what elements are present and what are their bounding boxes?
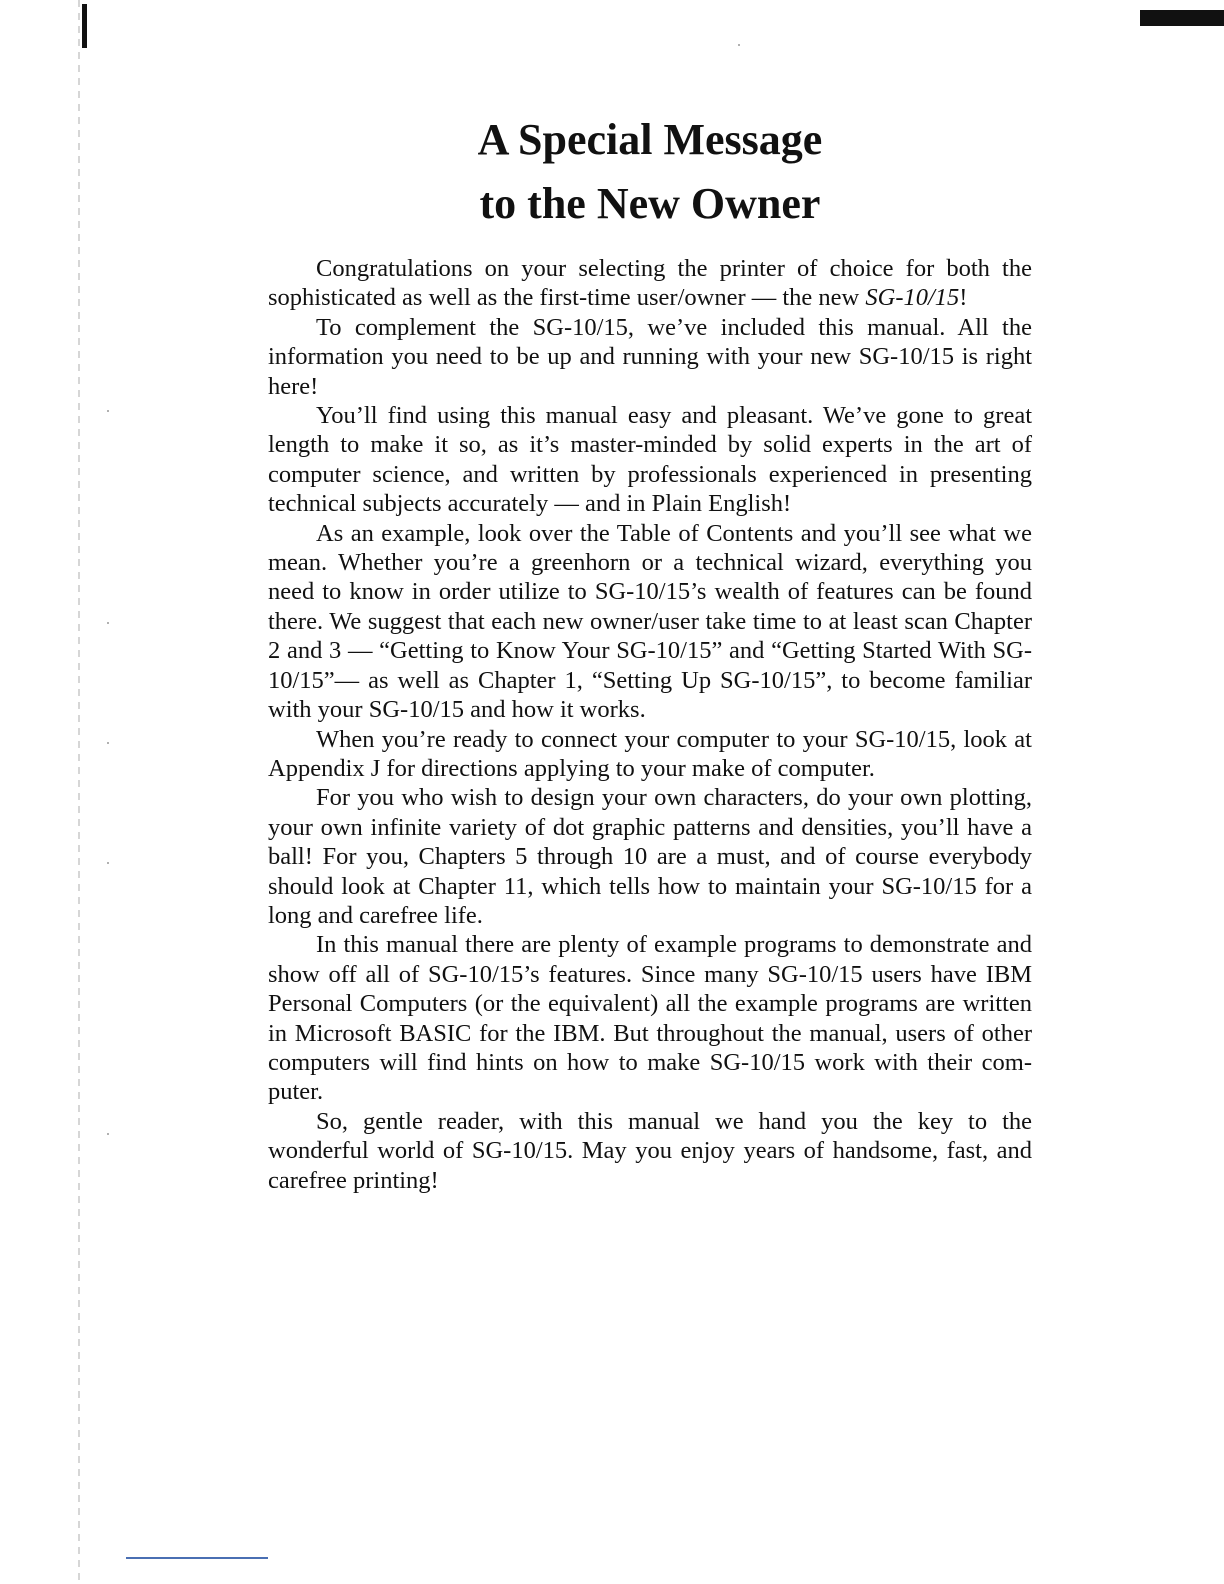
scan-binding-mark	[82, 4, 87, 48]
page-title	[0, 108, 1224, 236]
paragraph-example-programs: In this manual there are plenty of example programs to demonstrate and show off all of SG-10/15’s features. Since many SG-10/15 users have IBM Personal Computers (or the equivalent) all the example programs are written in Microsoft BASIC for the IBM. But throughout the manual, users of other computers will find hints on how to make SG-10/15 work with their computer.	[268, 931, 1032, 1106]
message-body	[268, 254, 1032, 1195]
paragraph-closing: So, gentle reader, with this manual we hand you the key to the wonderful world of SG-10/15. May you enjoy years of handsome, fast, and carefree printing!	[268, 1107, 1032, 1194]
footnote-rule	[126, 1557, 268, 1559]
scan-binding-edge	[78, 0, 80, 1584]
paragraph-easy-and-pleasant: You’ll find using this manual easy and pleasant. We’ve gone to great length to make it so, as it’s master-minded by solid experts in the art of computer science, and written by professionals experienced in presenting technical subjects accurately — and in Plain English!	[268, 402, 1032, 518]
page-title-line-1: A Special Message	[477, 115, 823, 164]
paragraph-text: Congratulations on your selecting the printer of choice for both the sophisticated as well as the first-time user/owner — the new	[268, 255, 1032, 312]
scan-speck	[107, 862, 109, 864]
scan-speck	[107, 410, 109, 412]
scan-speck	[107, 1133, 109, 1135]
paragraph-table-of-contents: As an example, look over the Table of Contents and you’ll see what we mean. Whether you’re a greenhorn or a technical wizard, everything you need to know in order utilize to SG-10/15’s wealth of features can be found there. We suggest that each new owner/user take time to at least scan Chapter 2 and 3 — “Getting to Know Your SG-10/15” and “Getting Started With SG-10/15”— as well as Chapter 1, “Setting Up SG-10/15”, to become familiar with your SG-10/15 and how it works.	[268, 519, 1032, 724]
scan-speck	[107, 622, 109, 624]
scan-corner-mark	[1140, 10, 1224, 26]
product-name-italic: SG-10/15	[865, 284, 960, 312]
paragraph-congratulations	[268, 254, 1032, 313]
page-title-line-2: to the New Owner	[479, 179, 821, 228]
paragraph-text: !	[959, 284, 968, 312]
paragraph-design-characters: For you who wish to design your own characters, do your own plotting, your own infinite variety of dot graphic patterns and densities, you’ll have a ball! For you, Chapters 5 through 10 are a must, and of course everybody should look at Chapter 11, which tells how to maintain your SG-10/15 for a long and carefree life.	[268, 784, 1032, 929]
paragraph-complement: To complement the SG-10/15, we’ve included this manual. All the information you need to be up and running with your new SG-10/15 is right here!	[268, 313, 1032, 400]
scan-speck	[107, 742, 109, 744]
scan-speck	[738, 44, 740, 46]
paragraph-connect-computer: When you’re ready to connect your computer to your SG-10/15, look at Appendix J for directions applying to your make of computer.	[268, 725, 1032, 782]
